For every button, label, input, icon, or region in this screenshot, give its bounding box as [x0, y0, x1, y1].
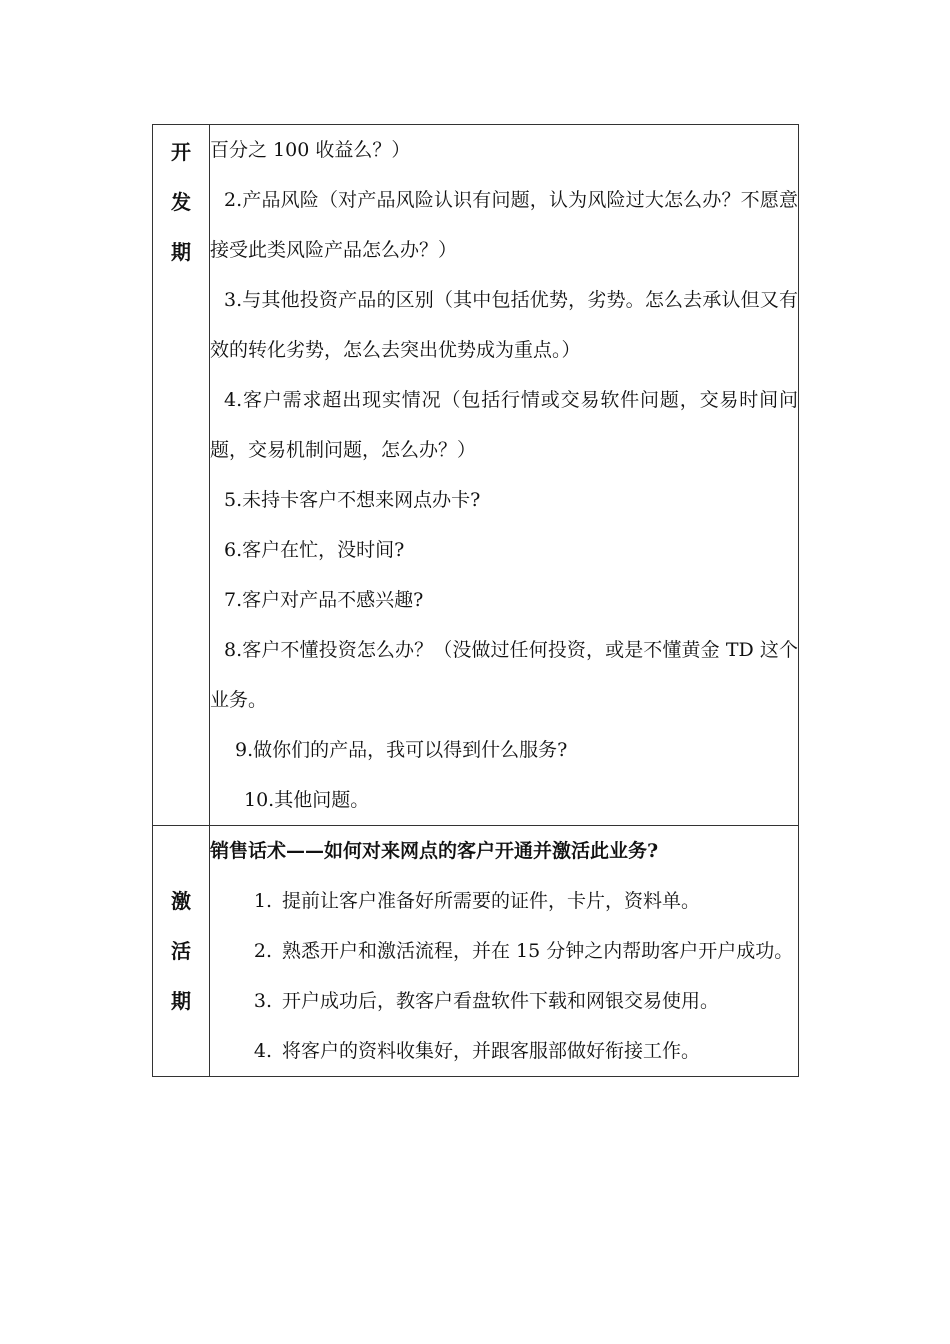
label-char: 活 — [171, 939, 191, 963]
step-text: 开户成功后，教客户看盘软件下载和网银交易使用。 — [282, 990, 720, 1012]
text-item-5: 5.未持卡客户不想来网点办卡? — [224, 489, 481, 511]
text-item-7: 7.客户对产品不感兴趣? — [224, 589, 424, 611]
sales-script-heading: 销售话术——如何对来网点的客户开通并激活此业务? — [210, 840, 659, 862]
step-number: 2. — [253, 940, 272, 962]
label-char: 发 — [171, 190, 191, 214]
list-item — [210, 926, 798, 976]
document-table — [152, 124, 799, 1077]
step-number: 1. — [253, 890, 272, 912]
row-development-period — [153, 125, 799, 826]
steps-list — [210, 876, 798, 1076]
label-activation-period — [153, 826, 210, 1077]
text-item-3: 3.与其他投资产品的区别（其中包括优势，劣势。怎么去承认但又有效的转化劣势，怎么去突出优势成为重点。） — [210, 289, 798, 361]
label-char: 开 — [171, 140, 191, 164]
label-char: 期 — [171, 989, 191, 1013]
text-item-8: 8.客户不懂投资怎么办？（没做过任何投资，或是不懂黄金 TD 这个业务。 — [210, 639, 798, 711]
text-item-4: 4.客户需求超出现实情况（包括行情或交易软件问题，交易时间问题，交易机制问题，怎么办？） — [210, 389, 798, 461]
text-line: 百分之 100 收益么？） — [210, 139, 411, 161]
text-item-2: 2.产品风险（对产品风险认识有问题，认为风险过大怎么办？不愿意接受此类风险产品怎么办？） — [210, 189, 798, 261]
list-item — [210, 1026, 798, 1076]
list-item — [210, 976, 798, 1026]
step-number: 3. — [253, 990, 272, 1012]
content-development-period — [210, 125, 799, 826]
step-text: 提前让客户准备好所需要的证件，卡片，资料单。 — [282, 890, 701, 912]
label-char: 期 — [171, 240, 191, 264]
step-text: 将客户的资料收集好，并跟客服部做好衔接工作。 — [282, 1040, 701, 1062]
label-development-period — [153, 125, 210, 826]
step-text: 熟悉开户和激活流程，并在 15 分钟之内帮助客户开户成功。 — [282, 940, 794, 962]
row-activation-period — [153, 826, 799, 1077]
text-item-9: 9.做你们的产品，我可以得到什么服务? — [235, 739, 568, 761]
text-item-10: 10.其他问题。 — [244, 789, 370, 811]
step-number: 4. — [253, 1040, 272, 1062]
text-item-6: 6.客户在忙，没时间? — [224, 539, 405, 561]
label-char: 激 — [171, 889, 191, 913]
content-activation-period — [210, 826, 799, 1077]
list-item — [210, 876, 798, 926]
